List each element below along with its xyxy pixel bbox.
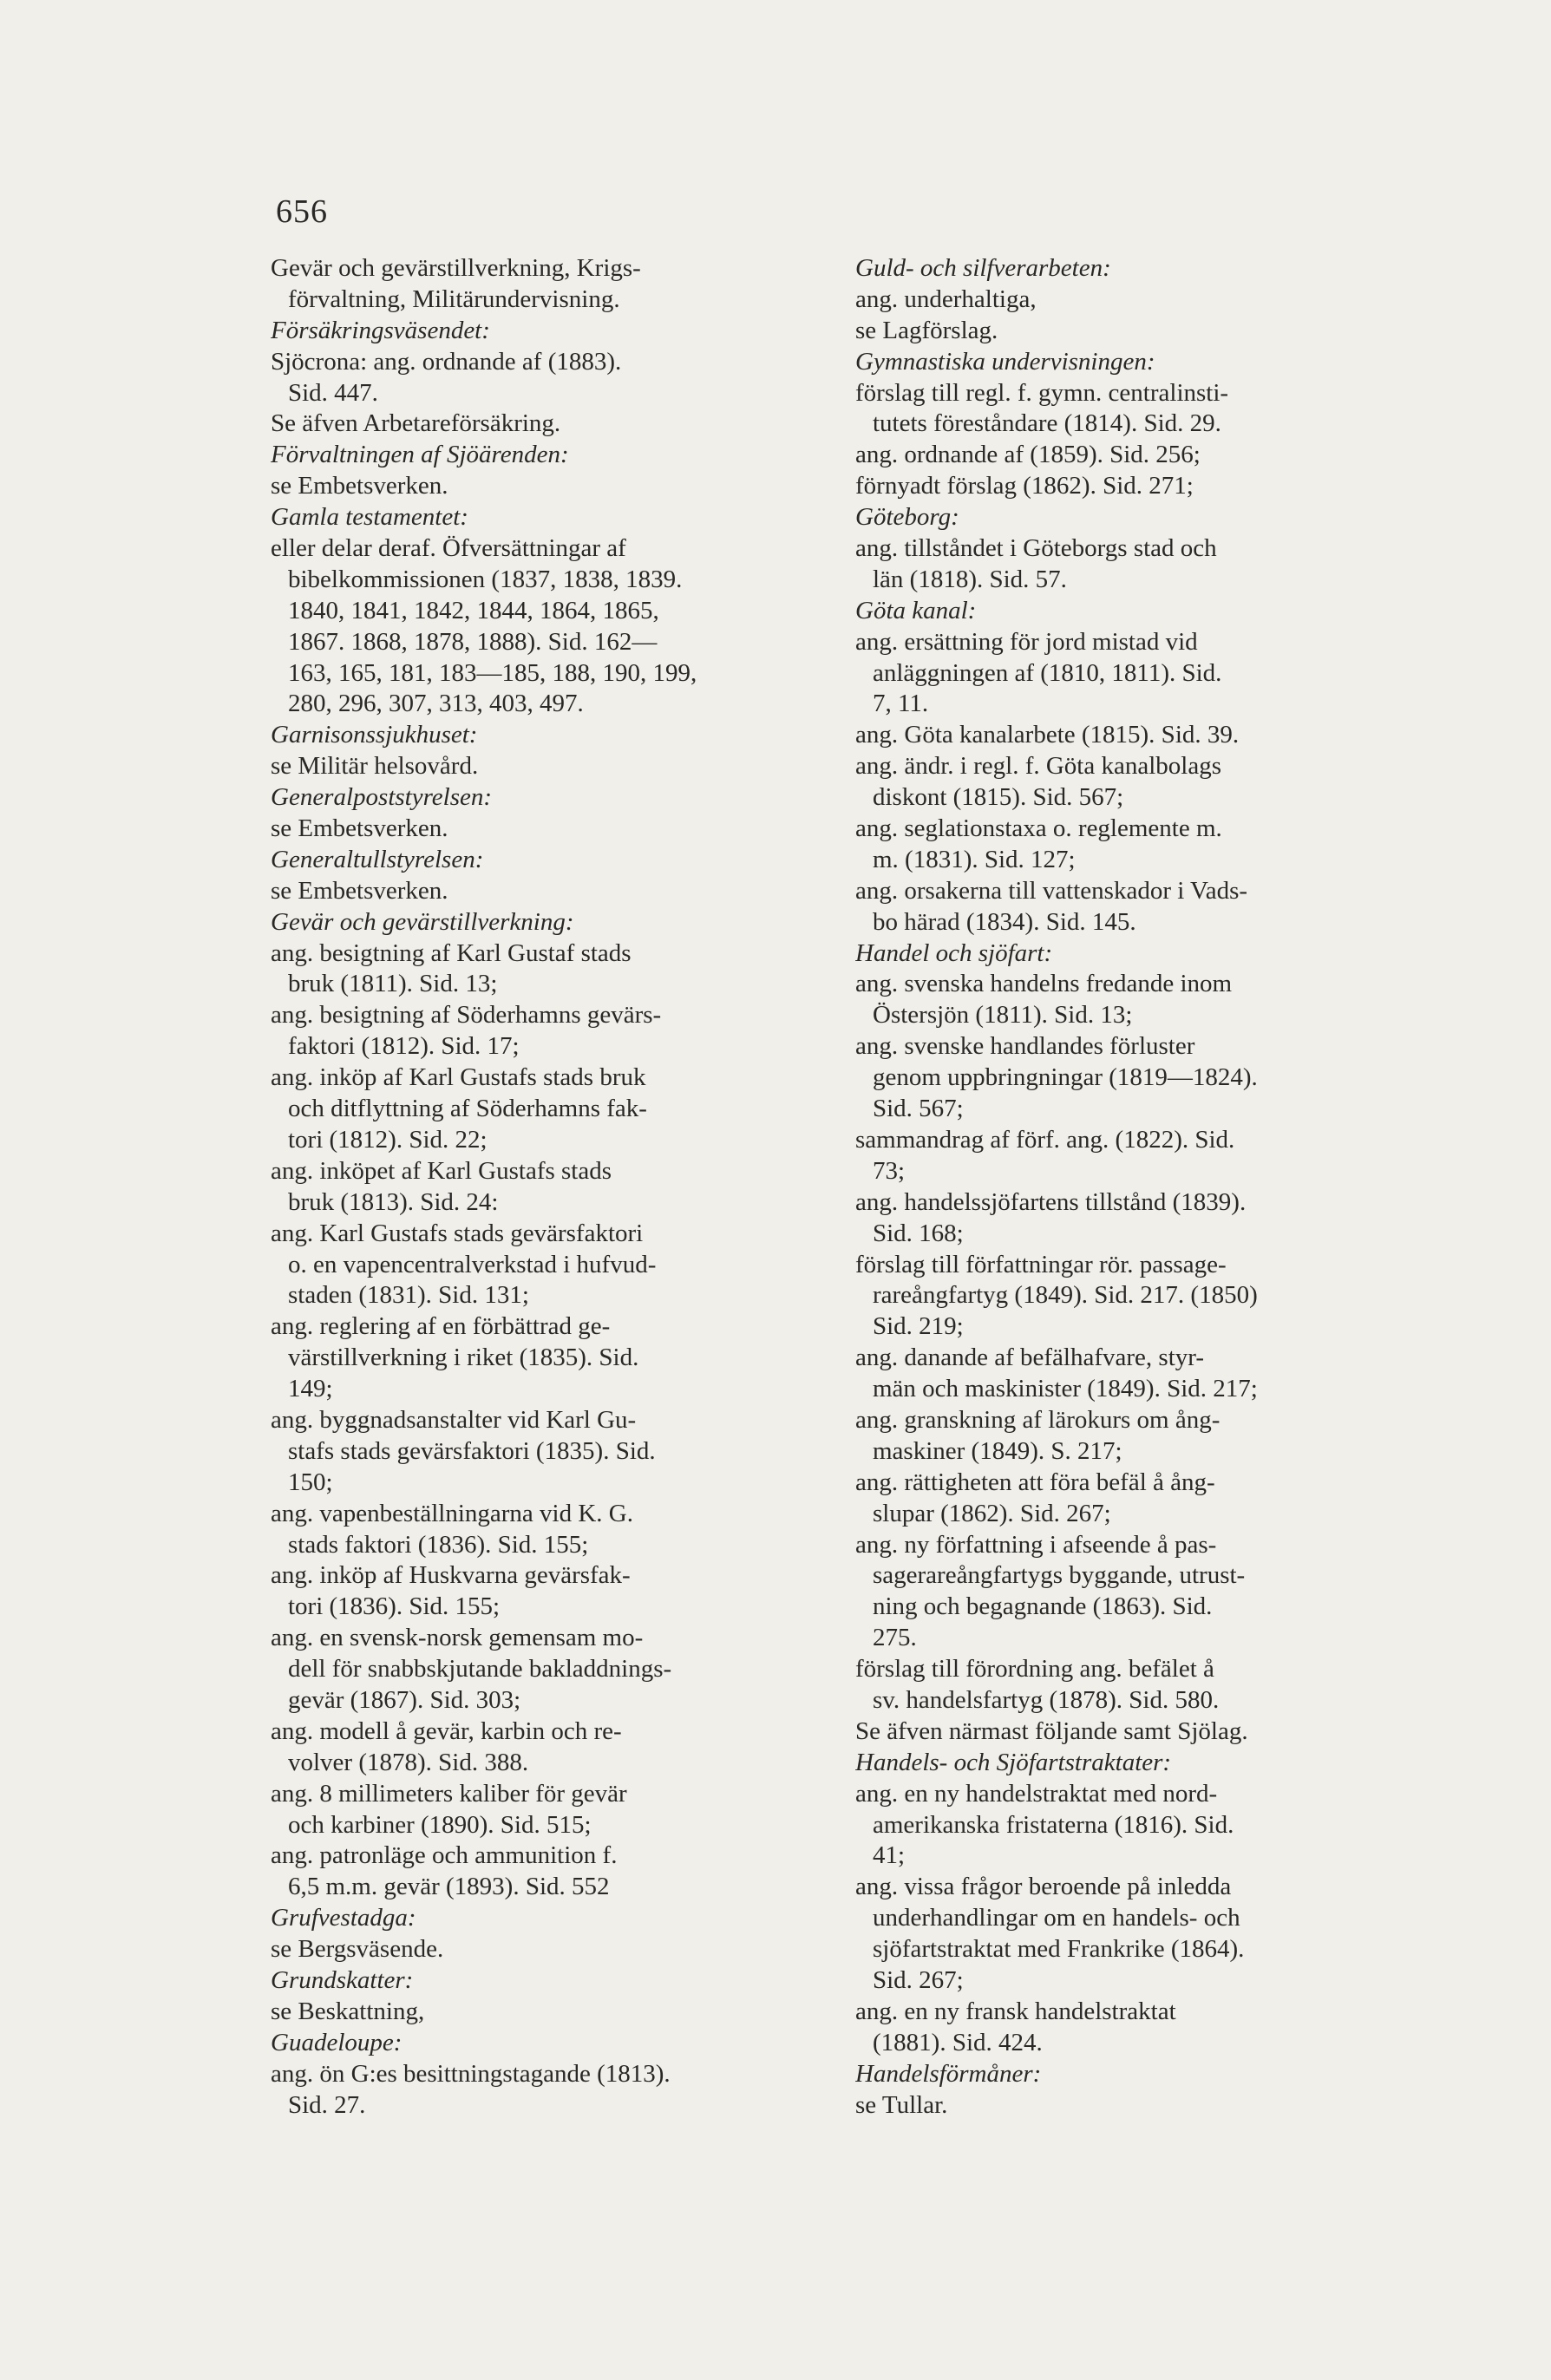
index-heading: Gymnastiska undervisningen:: [855, 347, 1155, 376]
index-heading: Handelsförmåner:: [855, 2059, 1042, 2088]
index-continuation-line: Sid. 219;: [873, 1312, 964, 1341]
index-entry-line: förslag till regl. f. gymn. centralinsti-: [855, 378, 1229, 407]
index-continuation-line: genom uppbringningar (1819—1824).: [873, 1063, 1258, 1092]
index-entry-line: ang. 8 millimeters kaliber för gevär: [271, 1779, 627, 1808]
index-continuation-line: Sid. 27.: [288, 2090, 366, 2119]
index-continuation-line: förvaltning, Militärundervisning.: [288, 284, 620, 313]
index-entry-line: se Beskattning,: [271, 1997, 425, 2025]
index-heading: Guld- och silfverarbeten:: [855, 254, 1111, 282]
index-heading: Gevär och gevärstillverkning:: [271, 907, 574, 936]
index-entry-line: förnyadt förslag (1862). Sid. 271;: [855, 472, 1194, 500]
index-heading: Försäkringsväsendet:: [271, 316, 490, 344]
index-heading: Förvaltningen af Sjöärenden:: [271, 441, 569, 469]
index-continuation-line: volver (1878). Sid. 388.: [288, 1748, 529, 1776]
index-entry-line: Gevär och gevärstillverkning, Krigs-: [271, 254, 641, 282]
index-continuation-line: 149;: [288, 1375, 333, 1403]
index-entry-line: eller delar deraf. Öfversättningar af: [271, 534, 626, 563]
index-continuation-line: ning och begagnande (1863). Sid.: [873, 1592, 1213, 1621]
index-entry-line: förslag till författningar rör. passage-: [855, 1250, 1227, 1278]
index-heading: Handels- och Sjöfartstraktater:: [855, 1748, 1172, 1776]
index-continuation-line: och ditflyttning af Söderhamns fak-: [288, 1095, 647, 1123]
index-entry-line: ang. inköpet af Karl Gustafs stads: [271, 1156, 612, 1185]
index-continuation-line: anläggningen af (1810, 1811). Sid.: [873, 658, 1222, 687]
left-column: [271, 253, 826, 2121]
index-continuation-line: 275.: [873, 1624, 917, 1652]
index-entry-line: ang. Göta kanalarbete (1815). Sid. 39.: [855, 721, 1240, 749]
index-continuation-line: och karbiner (1890). Sid. 515;: [288, 1810, 592, 1839]
index-continuation-line: 150;: [288, 1468, 333, 1496]
index-entry-line: se Tullar.: [855, 2090, 948, 2119]
index-heading: Göta kanal:: [855, 596, 977, 624]
index-continuation-line: sjöfartstraktat med Frankrike (1864).: [873, 1935, 1245, 1964]
index-entry-line: ang. inköp af Huskvarna gevärsfak-: [271, 1561, 631, 1590]
index-continuation-line: län (1818). Sid. 57.: [873, 565, 1067, 593]
index-entry-line: ang. modell å gevär, karbin och re-: [271, 1716, 622, 1745]
index-heading: Guadeloupe:: [271, 2028, 402, 2056]
index-continuation-line: underhandlingar om en handels- och: [873, 1904, 1240, 1932]
index-entry-line: ang. underhaltiga,: [855, 284, 1037, 313]
index-continuation-line: 6,5 m.m. gevär (1893). Sid. 552: [288, 1873, 610, 1901]
index-continuation-line: 41;: [873, 1841, 906, 1870]
index-continuation-line: Sid. 567;: [873, 1095, 964, 1123]
index-entry-line: ang. ny författning i afseende å pas-: [855, 1530, 1217, 1559]
index-continuation-line: (1881). Sid. 424.: [873, 2028, 1043, 2056]
index-entry-line: ang. patronläge och ammunition f.: [271, 1841, 618, 1870]
index-continuation-line: stafs stads gevärsfaktori (1835). Sid.: [288, 1436, 656, 1465]
index-continuation-line: bruk (1811). Sid. 13;: [288, 970, 498, 998]
index-continuation-line: sv. handelsfartyg (1878). Sid. 580.: [873, 1685, 1220, 1714]
index-continuation-line: amerikanska fristaterna (1816). Sid.: [873, 1810, 1234, 1839]
index-entry-line: ang. vissa frågor beroende på inledda: [855, 1873, 1232, 1901]
index-entry-line: ang. svenske handlandes förluster: [855, 1032, 1195, 1061]
index-entry-line: ang. en svensk-norsk gemensam mo-: [271, 1624, 644, 1652]
index-continuation-line: stads faktori (1836). Sid. 155;: [288, 1530, 589, 1559]
index-continuation-line: staden (1831). Sid. 131;: [288, 1281, 529, 1310]
index-heading: Grundskatter:: [271, 1965, 414, 1994]
index-entry-line: se Embetsverken.: [271, 814, 448, 843]
index-entry-line: se Lagförslag.: [855, 316, 998, 344]
index-entry-line: ang. svenska handelns fredande inom: [855, 970, 1233, 998]
index-entry-line: ang. ersättning för jord mistad vid: [855, 627, 1198, 656]
index-continuation-line: Östersjön (1811). Sid. 13;: [873, 1001, 1133, 1030]
index-entry-line: se Bergsväsende.: [271, 1935, 444, 1964]
index-entry-line: ang. inköp af Karl Gustafs stads bruk: [271, 1063, 646, 1092]
index-heading: Handel och sjöfart:: [855, 938, 1053, 967]
page-number: 656: [276, 193, 328, 230]
index-continuation-line: m. (1831). Sid. 127;: [873, 845, 1076, 873]
index-heading: Göteborg:: [855, 503, 959, 532]
index-heading: Gamla testamentet:: [271, 503, 468, 532]
index-entry-line: sammandrag af förf. ang. (1822). Sid.: [855, 1125, 1235, 1154]
index-continuation-line: 1867. 1868, 1878, 1888). Sid. 162—: [288, 627, 658, 656]
index-continuation-line: bruk (1813). Sid. 24:: [288, 1187, 499, 1216]
index-continuation-line: tutets föreståndare (1814). Sid. 29.: [873, 409, 1221, 438]
index-continuation-line: tori (1836). Sid. 155;: [288, 1592, 501, 1621]
index-continuation-line: Sid. 168;: [873, 1219, 964, 1247]
index-entry-line: ang. seglationstaxa o. reglemente m.: [855, 814, 1222, 843]
index-entry-line: Se äfven närmast följande samt Sjölag.: [855, 1716, 1248, 1745]
index-heading: Grufvestadga:: [271, 1904, 416, 1932]
index-entry-line: ang. tillståndet i Göteborgs stad och: [855, 534, 1217, 563]
index-continuation-line: faktori (1812). Sid. 17;: [288, 1032, 520, 1061]
index-entry-line: ang. danande af befälhafvare, styr-: [855, 1344, 1204, 1372]
index-continuation-line: värstillverkning i riket (1835). Sid.: [288, 1344, 639, 1372]
index-continuation-line: 280, 296, 307, 313, 403, 497.: [288, 690, 584, 718]
index-entry-line: förslag till förordning ang. befälet å: [855, 1655, 1214, 1684]
index-entry-line: se Embetsverken.: [271, 472, 448, 500]
index-entry-line: ang. Karl Gustafs stads gevärsfaktori: [271, 1219, 644, 1247]
index-entry-line: ang. ändr. i regl. f. Göta kanalbolags: [855, 752, 1221, 781]
index-continuation-line: maskiner (1849). S. 217;: [873, 1436, 1122, 1465]
index-continuation-line: sagerareångfartygs byggande, utrust-: [873, 1561, 1246, 1590]
index-continuation-line: bibelkommissionen (1837, 1838, 1839.: [288, 565, 683, 593]
index-entry-line: se Militär helsovård.: [271, 752, 479, 781]
index-entry-line: ang. en ny handelstraktat med nord-: [855, 1779, 1218, 1808]
index-continuation-line: diskont (1815). Sid. 567;: [873, 783, 1124, 812]
index-continuation-line: män och maskinister (1849). Sid. 217;: [873, 1375, 1258, 1403]
index-continuation-line: slupar (1862). Sid. 267;: [873, 1499, 1111, 1527]
index-entry-line: ang. reglering af en förbättrad ge-: [271, 1312, 611, 1341]
index-entry-line: ang. besigtning af Söderhamns gevärs-: [271, 1001, 662, 1030]
index-continuation-line: 73;: [873, 1156, 906, 1185]
index-heading: Garnisonssjukhuset:: [271, 721, 478, 749]
index-continuation-line: gevär (1867). Sid. 303;: [288, 1685, 521, 1714]
index-entry-line: ang. ön G:es besittningstagande (1813).: [271, 2059, 671, 2088]
index-entry-line: Sjöcrona: ang. ordnande af (1883).: [271, 347, 622, 376]
index-continuation-line: rareångfartyg (1849). Sid. 217. (1850): [873, 1281, 1258, 1310]
index-entry-line: ang. orsakerna till vattenskador i Vads-: [855, 876, 1248, 905]
index-heading: Generaltullstyrelsen:: [271, 845, 484, 873]
index-entry-line: se Embetsverken.: [271, 876, 448, 905]
index-heading: Generalpoststyrelsen:: [271, 783, 493, 812]
index-entry-line: ang. ordnande af (1859). Sid. 256;: [855, 441, 1201, 469]
index-continuation-line: dell för snabbskjutande bakladdnings-: [288, 1655, 672, 1684]
index-entry-line: ang. rättigheten att föra befäl å ång-: [855, 1468, 1215, 1496]
index-continuation-line: 7, 11.: [873, 690, 929, 718]
index-continuation-line: 163, 165, 181, 183—185, 188, 190, 199,: [288, 658, 697, 687]
index-entry-line: ang. besigtning af Karl Gustaf stads: [271, 938, 632, 967]
index-continuation-line: o. en vapencentralverkstad i hufvud-: [288, 1250, 657, 1278]
index-entry-line: ang. byggnadsanstalter vid Karl Gu-: [271, 1405, 637, 1434]
right-column: [855, 253, 1428, 2121]
index-entry-line: ang. vapenbeställningarna vid K. G.: [271, 1499, 633, 1527]
index-entry-line: ang. granskning af lärokurs om ång-: [855, 1405, 1221, 1434]
index-entry-line: ang. en ny fransk handelstraktat: [855, 1997, 1176, 2025]
index-continuation-line: Sid. 447.: [288, 378, 378, 407]
index-continuation-line: tori (1812). Sid. 22;: [288, 1125, 488, 1154]
index-entry-line: Se äfven Arbetareförsäkring.: [271, 409, 561, 438]
index-continuation-line: 1840, 1841, 1842, 1844, 1864, 1865,: [288, 596, 659, 624]
index-continuation-line: Sid. 267;: [873, 1965, 964, 1994]
index-continuation-line: bo härad (1834). Sid. 145.: [873, 907, 1136, 936]
index-entry-line: ang. handelssjöfartens tillstånd (1839).: [855, 1187, 1247, 1216]
